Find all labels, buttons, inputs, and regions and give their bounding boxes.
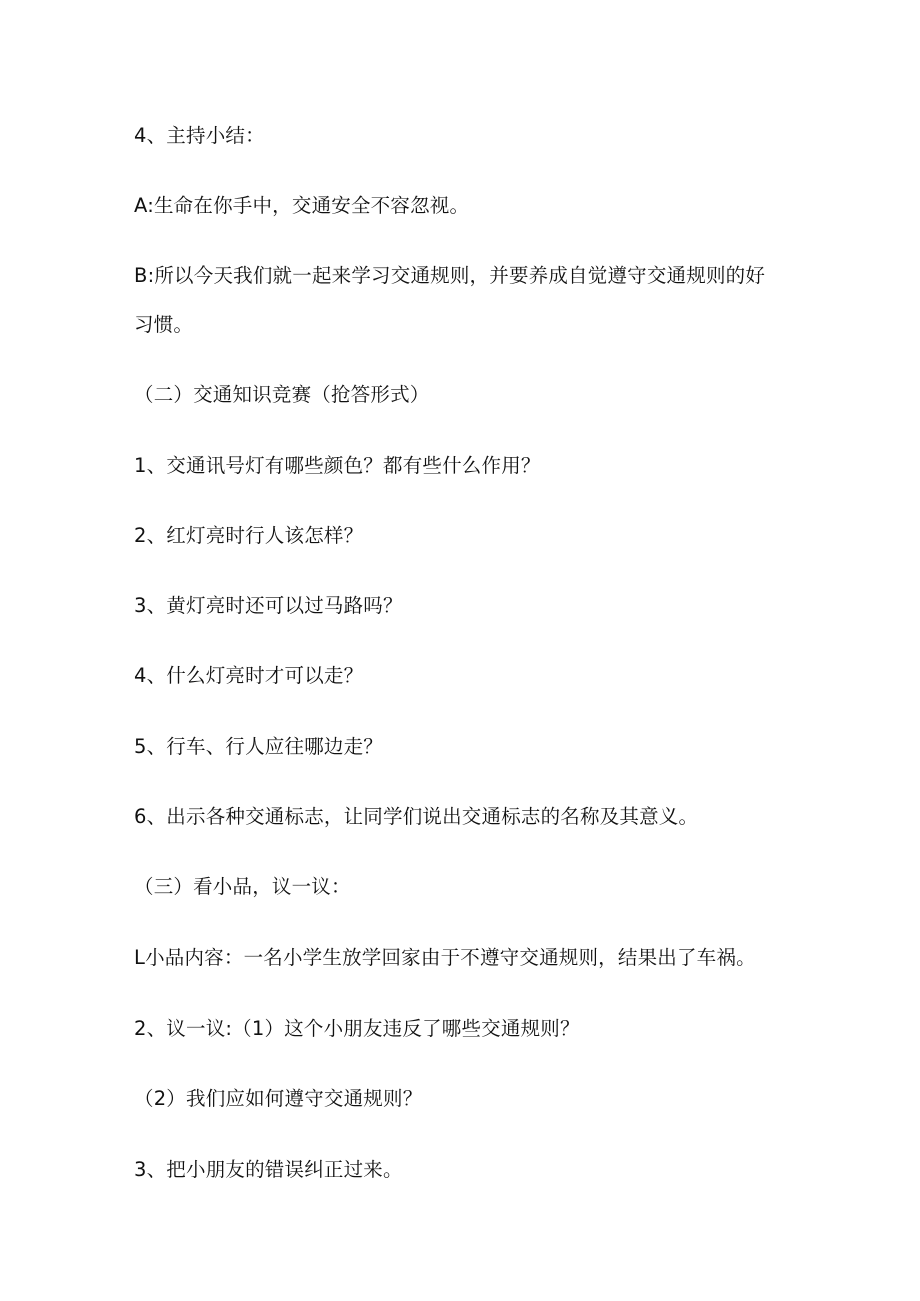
section-skit-heading: （三）看小品，议一议：: [134, 875, 351, 898]
quiz-question-2: 2、红灯亮时行人该怎样？: [134, 524, 364, 547]
summary-line-b: B:所以今天我们就一起来学习交通规则，并要养成自觉遵守交通规则的好: [134, 264, 766, 287]
summary-line-b-continued: 习惯。: [134, 313, 194, 336]
quiz-question-4: 4、什么灯亮时才可以走？: [134, 664, 364, 687]
section-traffic-quiz-heading: （二）交通知识竞赛（抢答形式）: [134, 383, 430, 406]
skit-correction: 3、把小朋友的错误纠正过来。: [134, 1158, 403, 1181]
skit-content: L小品内容：一名小学生放学回家由于不遵守交通规则，结果出了车祸。: [134, 946, 756, 969]
quiz-question-6: 6、出示各种交通标志，让同学们说出交通标志的名称及其意义。: [134, 805, 699, 828]
summary-line-a: A:生命在你手中，交通安全不容忽视。: [134, 194, 470, 217]
quiz-question-3: 3、黄灯亮时还可以过马路吗？: [134, 594, 403, 617]
skit-discussion-question-2: （2）我们应如何遵守交通规则？: [134, 1087, 423, 1110]
quiz-question-1: 1、交通讯号灯有哪些颜色？都有些什么作用？: [134, 454, 541, 477]
skit-discussion-question-1: 2、议一议:（1）这个小朋友违反了哪些交通规则？: [134, 1017, 580, 1040]
quiz-question-5: 5、行车、行人应往哪边走？: [134, 735, 384, 758]
section-summary-heading: 4、主持小结：: [134, 124, 265, 147]
